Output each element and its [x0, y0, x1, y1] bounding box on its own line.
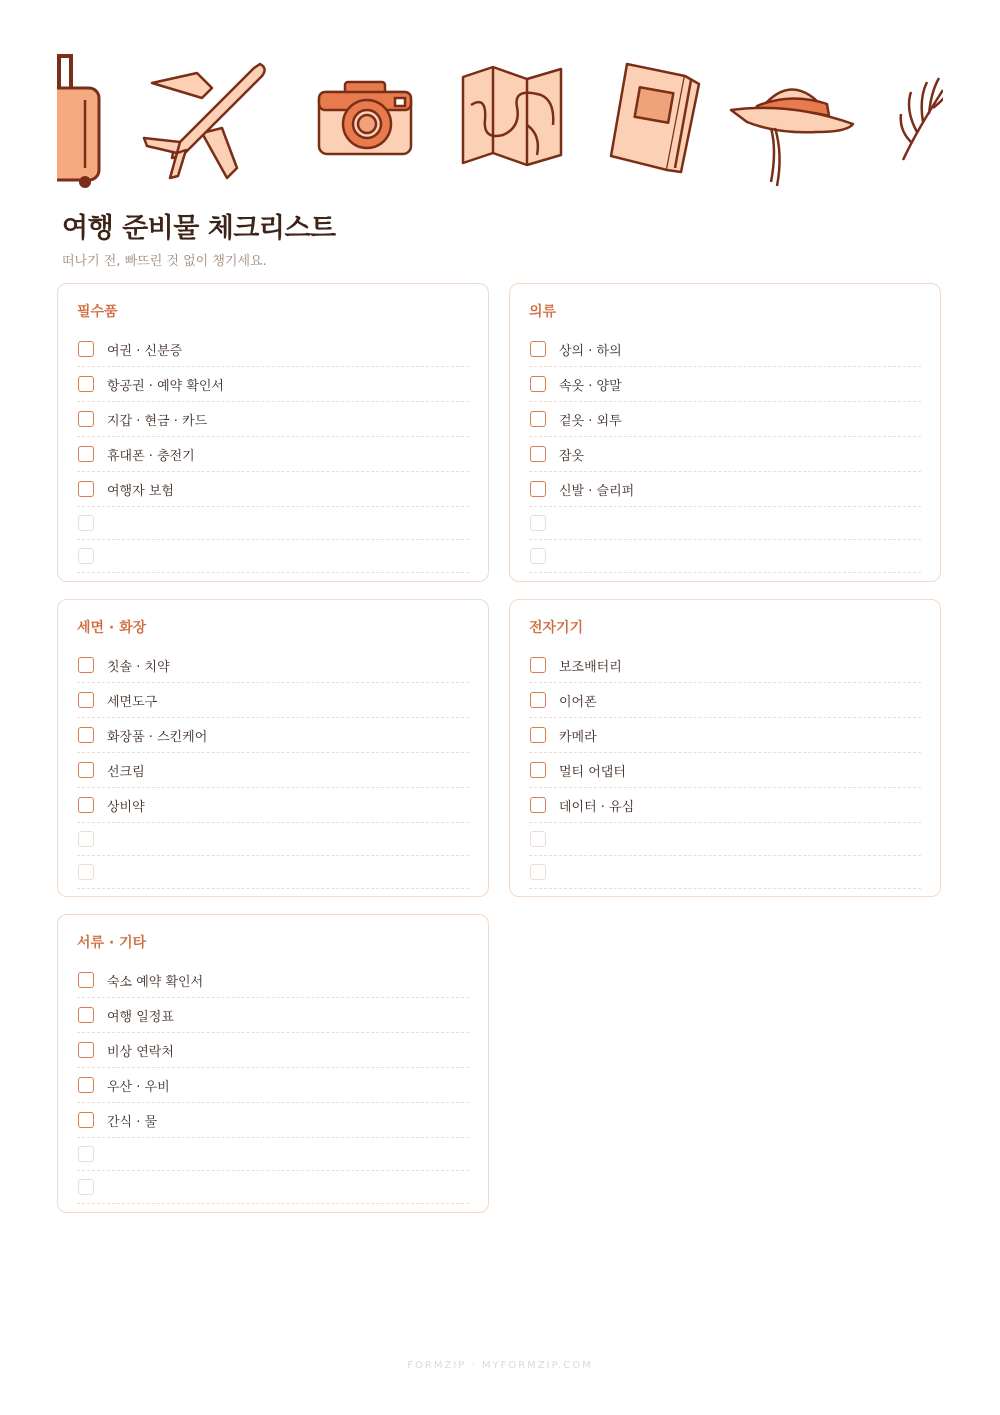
- checkbox[interactable]: [78, 692, 94, 708]
- checkbox[interactable]: [78, 762, 94, 778]
- checklist-item[interactable]: [77, 1068, 469, 1103]
- checkbox[interactable]: [78, 481, 94, 497]
- checklist-item-label: 여권 · 신분증: [107, 343, 183, 359]
- checklist-item[interactable]: [77, 753, 469, 788]
- blank-checklist-row[interactable]: [77, 823, 469, 856]
- blank-checklist-row[interactable]: [77, 856, 469, 889]
- checkbox[interactable]: [530, 515, 546, 531]
- checkbox[interactable]: [530, 341, 546, 357]
- checkbox[interactable]: [78, 972, 94, 988]
- section-title: 전자기기: [529, 620, 584, 636]
- checklist-item[interactable]: [529, 332, 921, 367]
- checkbox[interactable]: [78, 515, 94, 531]
- checkbox[interactable]: [530, 797, 546, 813]
- airplane-icon: [142, 58, 272, 183]
- checklist-item[interactable]: [77, 437, 469, 472]
- section-title: 필수품: [77, 304, 118, 320]
- book-icon: [607, 60, 707, 175]
- checklist-item[interactable]: [77, 788, 469, 823]
- blank-checklist-row[interactable]: [77, 507, 469, 540]
- blank-checklist-row[interactable]: [529, 507, 921, 540]
- section-card: [509, 599, 941, 897]
- checkbox[interactable]: [530, 864, 546, 880]
- section-title: 의류: [529, 304, 557, 320]
- checklist-item[interactable]: [529, 753, 921, 788]
- checklist-item-label: 지갑 · 현금 · 카드: [107, 413, 208, 429]
- checkbox[interactable]: [78, 548, 94, 564]
- checklist-item[interactable]: [529, 402, 921, 437]
- checklist-item[interactable]: [77, 472, 469, 507]
- blank-checklist-row[interactable]: [529, 823, 921, 856]
- blank-checklist-row[interactable]: [77, 1138, 469, 1171]
- checklist-item-label: 카메라: [559, 729, 597, 745]
- checkbox[interactable]: [78, 831, 94, 847]
- checkbox[interactable]: [530, 446, 546, 462]
- checkbox[interactable]: [78, 446, 94, 462]
- checklist-item-label: 상비약: [107, 799, 145, 815]
- sun-hat-icon: [727, 70, 857, 190]
- checklist-item[interactable]: [529, 367, 921, 402]
- checkbox[interactable]: [78, 1007, 94, 1023]
- checkbox[interactable]: [530, 831, 546, 847]
- checklist-item[interactable]: [77, 683, 469, 718]
- checklist-item[interactable]: [77, 1103, 469, 1138]
- map-icon: [457, 65, 567, 170]
- checkbox[interactable]: [530, 548, 546, 564]
- blank-checklist-row[interactable]: [77, 1171, 469, 1204]
- checklist-item[interactable]: [77, 718, 469, 753]
- checklist-item[interactable]: [77, 367, 469, 402]
- checklist-item[interactable]: [77, 1033, 469, 1068]
- checkbox[interactable]: [78, 1042, 94, 1058]
- checkbox[interactable]: [78, 797, 94, 813]
- checkbox[interactable]: [78, 1146, 94, 1162]
- checklist-item-label: 화장품 · 스킨케어: [107, 729, 208, 745]
- page-title: 여행 준비물 체크리스트: [62, 213, 336, 244]
- checkbox[interactable]: [78, 376, 94, 392]
- checklist-item-label: 겉옷 · 외투: [559, 413, 622, 429]
- footer-credit: FORMZIP · MYFORMZIP.COM: [407, 1360, 593, 1371]
- section-title: 세면 · 화장: [77, 620, 147, 636]
- checkbox[interactable]: [78, 727, 94, 743]
- checkbox[interactable]: [530, 481, 546, 497]
- checklist-item-label: 보조배터리: [559, 659, 622, 675]
- checklist-item-label: 데이터 · 유심: [559, 799, 635, 815]
- checklist-item-label: 칫솔 · 치약: [107, 659, 170, 675]
- checkbox[interactable]: [530, 411, 546, 427]
- checklist-item-label: 여행자 보험: [107, 483, 174, 499]
- checklist-item[interactable]: [529, 472, 921, 507]
- blank-checklist-row[interactable]: [529, 856, 921, 889]
- camera-icon: [315, 78, 415, 158]
- section-card: [57, 914, 489, 1213]
- section-card: [509, 283, 941, 582]
- checkbox[interactable]: [530, 376, 546, 392]
- checklist-item-label: 잠옷: [559, 448, 585, 464]
- checkbox[interactable]: [78, 1077, 94, 1093]
- page-subtitle: 떠나기 전, 빠뜨린 것 없이 챙기세요.: [62, 254, 267, 269]
- checklist-item-label: 비상 연락처: [107, 1044, 174, 1060]
- checklist-item[interactable]: [77, 998, 469, 1033]
- checkbox[interactable]: [530, 762, 546, 778]
- section-card: [57, 283, 489, 582]
- checklist-item-label: 간식 · 물: [107, 1114, 158, 1130]
- checklist-item-label: 휴대폰 · 충전기: [107, 448, 195, 464]
- checkbox[interactable]: [530, 727, 546, 743]
- checklist-item-label: 숙소 예약 확인서: [107, 974, 204, 990]
- blank-checklist-row[interactable]: [77, 540, 469, 573]
- checklist-item-label: 항공권 · 예약 확인서: [107, 378, 224, 394]
- checkbox[interactable]: [530, 692, 546, 708]
- checkbox[interactable]: [530, 657, 546, 673]
- section-title: 서류 · 기타: [77, 935, 147, 951]
- checklist-item-label: 선크림: [107, 764, 145, 780]
- section-card: [57, 599, 489, 897]
- checklist-item[interactable]: [77, 648, 469, 683]
- suitcase-icon: [57, 48, 103, 188]
- checklist-item[interactable]: [529, 718, 921, 753]
- checkbox[interactable]: [78, 657, 94, 673]
- checklist-item[interactable]: [529, 683, 921, 718]
- palm-leaf-icon: [897, 70, 943, 170]
- checkbox[interactable]: [78, 341, 94, 357]
- checkbox[interactable]: [78, 411, 94, 427]
- blank-checklist-row[interactable]: [529, 540, 921, 573]
- checkbox[interactable]: [78, 1112, 94, 1128]
- checklist-item[interactable]: [77, 332, 469, 367]
- checklist-item[interactable]: [77, 963, 469, 998]
- checklist-item-label: 이어폰: [559, 694, 597, 710]
- checkbox[interactable]: [78, 1179, 94, 1195]
- checklist-item-label: 여행 일정표: [107, 1009, 174, 1025]
- checklist-item-label: 멀티 어댑터: [559, 764, 626, 780]
- checklist-item-label: 세면도구: [107, 694, 158, 710]
- checklist-item[interactable]: [529, 437, 921, 472]
- checklist-item-label: 상의 · 하의: [559, 343, 622, 359]
- checklist-item-label: 우산 · 우비: [107, 1079, 170, 1095]
- illustration-banner: [57, 40, 943, 195]
- checklist-item[interactable]: [529, 648, 921, 683]
- checklist-item-label: 신발 · 슬리퍼: [559, 483, 635, 499]
- checklist-item-label: 속옷 · 양말: [559, 378, 622, 394]
- checklist-item[interactable]: [529, 788, 921, 823]
- checklist-item[interactable]: [77, 402, 469, 437]
- checkbox[interactable]: [78, 864, 94, 880]
